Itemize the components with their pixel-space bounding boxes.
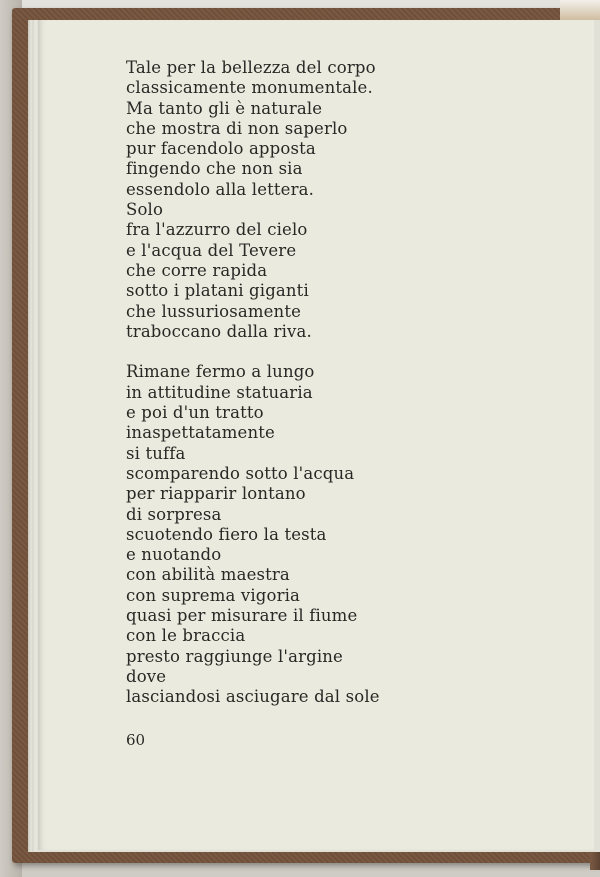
stanza-break <box>126 342 380 362</box>
poem-line: pur facendolo apposta <box>126 139 316 159</box>
page-number: 60 <box>126 731 146 749</box>
poem-line: e l'acqua del Tevere <box>126 240 297 260</box>
poem-line: fra l'azzurro del cielo <box>126 220 308 240</box>
poem-line: Rimane fermo a lungo <box>126 362 315 382</box>
poem-line: Tale per la bellezza del corpo <box>126 58 376 77</box>
poem-line: si tuffa <box>126 443 186 463</box>
corner-tab <box>560 0 600 22</box>
poem-line: classicamente monumentale. <box>126 78 373 98</box>
poem-line: che mostra di non saperlo <box>126 118 348 138</box>
poem-line: scomparendo sotto l'acqua <box>126 463 355 483</box>
poem-line: di sorpresa <box>126 504 222 524</box>
poem-line: per riapparir lontano <box>126 484 306 504</box>
poem-line: inaspettatamente <box>126 423 275 443</box>
poem-line: con suprema vigoria <box>126 585 301 605</box>
poem-line: Ma tanto gli è naturale <box>126 98 323 118</box>
poem-line: con abilità maestra <box>126 565 290 585</box>
poem-line: e nuotando <box>126 545 222 565</box>
poem-line: presto raggiunge l'argine <box>126 646 343 666</box>
poem-line: Solo <box>126 200 164 220</box>
poem-line: quasi per misurare il fiume <box>126 606 358 626</box>
poem-text <box>126 58 380 708</box>
poem-line: con le braccia <box>126 626 246 646</box>
poem-line: essendolo alla lettera. <box>126 179 315 199</box>
poem-line: scuotendo fiero la testa <box>126 524 327 544</box>
poem-line: che corre rapida <box>126 260 268 280</box>
poem-line: fingendo che non sia <box>126 159 303 179</box>
poem-line: traboccano dalla riva. <box>126 321 312 341</box>
poem-line: dove <box>126 666 167 686</box>
poem-line: e poi d'un tratto <box>126 403 264 423</box>
poem-line: in attitudine statuaria <box>126 382 313 402</box>
poem-line: lasciandosi asciugare dal sole <box>126 687 380 707</box>
poem-line: che lussuriosamente <box>126 301 302 321</box>
poem-line: sotto i platani giganti <box>126 281 309 301</box>
